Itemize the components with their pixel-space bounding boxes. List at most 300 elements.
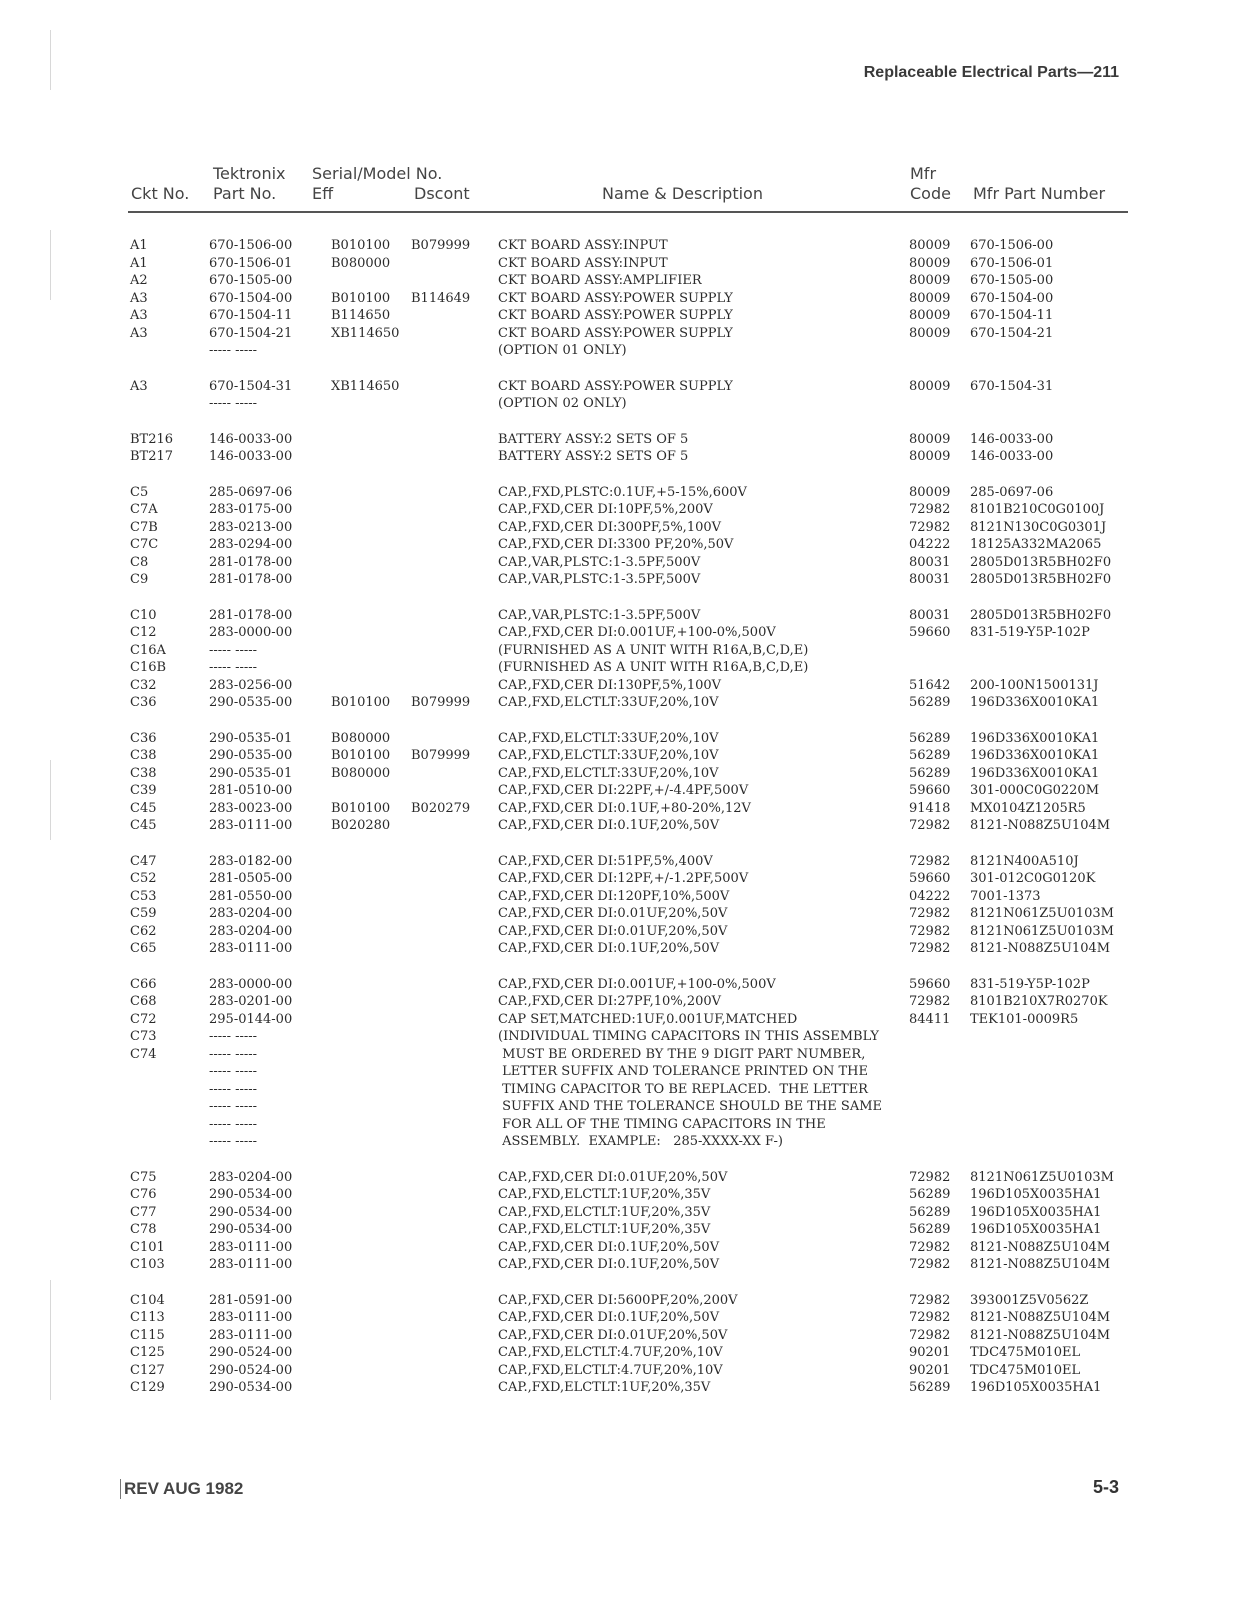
ckt-no: C65 [130,941,157,956]
ckt-no: C59 [130,906,157,921]
description: CAP.,FXD,CER DI:0.1UF,20%,50V [498,1257,720,1272]
part-no: ----- ----- [209,642,258,658]
table-row [0,1363,1237,1381]
part-no: 283-0294-00 [209,537,293,552]
ckt-no: C68 [130,994,157,1009]
part-no: 670-1505-00 [209,273,293,288]
description: CAP.,FXD,ELCTLT:33UF,20%,10V [498,765,719,781]
description: CAP.,FXD,ELCTLT:33UF,20%,10V [498,730,719,746]
mfr-part-number: 200-100N1500131J [970,677,1099,693]
ckt-no: C12 [130,625,157,640]
mfr-part-number: 670-1506-01 [970,255,1054,271]
table-row [0,643,1237,661]
description: CAP.,FXD,ELCTLT:1UF,20%,35V [498,1204,711,1220]
ckt-no: BT216 [130,431,174,447]
description: CKT BOARD ASSY:POWER SUPPLY [498,378,733,394]
column-head-part-no: Part No. [213,184,277,203]
table-row [0,977,1237,995]
mfr-code: 56289 [909,748,951,763]
part-no: 283-0111-00 [209,1310,293,1325]
parts-group [0,432,1237,467]
column-head-serial-model: Serial/Model No. [312,164,443,183]
mfr-code: 80031 [909,607,951,623]
description: CKT BOARD ASSY:POWER SUPPLY [498,325,733,341]
description: CAP.,VAR,PLSTC:1-3.5PF,500V [498,554,701,570]
description: CAP.,FXD,CER DI:0.001UF,+100-0%,500V [498,976,776,992]
description: CKT BOARD ASSY:INPUT [498,238,668,253]
column-head-ckt-no: Ckt No. [131,184,190,203]
parts-list [0,238,1237,1416]
mfr-code: 90201 [909,1362,951,1378]
serial-eff: XB114650 [331,378,400,394]
description: CKT BOARD ASSY:AMPLIFIER [498,273,702,288]
description: CAP.,VAR,PLSTC:1-3.5PF,500V [498,607,701,623]
mfr-code: 80009 [909,238,951,253]
table-row [0,678,1237,696]
header-divider [128,211,1128,213]
part-no: 290-0535-00 [209,695,293,710]
serial-dscont: B079999 [411,748,471,763]
mfr-code: 04222 [909,888,951,904]
table-row [0,238,1237,256]
mfr-code: 80031 [909,554,951,570]
ckt-no: C38 [130,765,157,781]
part-no: 281-0550-00 [209,888,293,904]
description: CAP.,FXD,CER DI:51PF,5%,400V [498,853,713,869]
table-row [0,1222,1237,1240]
table-row [0,1328,1237,1346]
ckt-no: C101 [130,1239,165,1255]
mfr-code: 80009 [909,290,951,306]
part-no: 290-0534-00 [209,1380,293,1395]
ckt-no: C62 [130,923,157,939]
mfr-part-number: 8121-N088Z5U104M [970,1257,1111,1272]
mfr-part-number: 8121N061Z5U0103M [970,923,1114,939]
mfr-code: 59660 [909,871,951,886]
table-row [0,1064,1237,1082]
mfr-part-number: 196D105X0035HA1 [970,1187,1102,1202]
table-row [0,766,1237,784]
mfr-part-number: 196D336X0010KA1 [970,695,1100,710]
description: CAP.,FXD,CER DI:0.1UF,20%,50V [498,818,720,833]
page-header-title: Replaceable Electrical Parts—211 [863,64,1119,81]
table-row [0,1380,1237,1398]
ckt-no: C7B [130,519,158,535]
part-no: 290-0535-00 [209,748,293,763]
part-no: ----- ----- [209,1046,258,1062]
ckt-no: C115 [130,1327,165,1343]
part-no: 290-0524-00 [209,1362,293,1378]
mfr-code: 72982 [909,994,951,1009]
table-row [0,520,1237,538]
mfr-code: 72982 [909,923,951,939]
part-no: 146-0033-00 [209,449,293,464]
part-no: ----- ----- [209,1116,258,1132]
mfr-part-number: 196D336X0010KA1 [970,748,1100,763]
description: SUFFIX AND THE TOLERANCE SHOULD BE THE SAME [498,1099,883,1114]
ckt-no: C16B [130,660,167,675]
ckt-no: A3 [130,290,148,306]
mfr-part-number: 146-0033-00 [970,431,1054,447]
table-row [0,889,1237,907]
serial-eff: B080000 [331,255,391,271]
serial-eff: B020280 [331,818,391,833]
mfr-part-number: 8101B210X7R0270K [970,994,1108,1009]
serial-eff: B010100 [331,290,391,306]
ckt-no: A2 [130,273,148,288]
mfr-code: 80009 [909,308,951,323]
parts-group [0,1170,1237,1275]
parts-group [0,238,1237,361]
part-no: 290-0535-01 [209,730,293,746]
table-row [0,625,1237,643]
mfr-part-number: 670-1505-00 [970,273,1054,288]
mfr-code: 90201 [909,1345,951,1360]
table-row [0,396,1237,414]
part-no: ----- ----- [209,1099,258,1114]
ckt-no: C10 [130,607,157,623]
part-no: 670-1506-01 [209,255,293,271]
ckt-no: C76 [130,1187,157,1202]
mfr-code: 59660 [909,783,951,798]
part-no: 281-0178-00 [209,554,293,570]
description: CAP.,VAR,PLSTC:1-3.5PF,500V [498,572,701,587]
serial-eff: B114650 [331,308,391,323]
mfr-code: 72982 [909,941,951,956]
mfr-code: 56289 [909,1187,951,1202]
mfr-code: 56289 [909,765,951,781]
ckt-no: C104 [130,1292,165,1308]
ckt-no: A1 [130,255,148,271]
mfr-part-number: 8101B210C0G0100J [970,502,1105,517]
mfr-code: 72982 [909,519,951,535]
part-no: 283-0111-00 [209,1239,293,1255]
mfr-code: 80009 [909,273,951,288]
mfr-part-number: 301-012C0G0120K [970,871,1096,886]
mfr-part-number: 8121N130C0G0301J [970,519,1107,535]
mfr-part-number: 7001-1373 [970,888,1041,904]
table-row [0,608,1237,626]
part-no: 146-0033-00 [209,431,293,447]
mfr-code: 72982 [909,1327,951,1343]
binder-edge-line [50,30,51,90]
part-no: 281-0178-00 [209,607,293,623]
table-row [0,432,1237,450]
description: CAP.,FXD,CER DI:0.01UF,20%,50V [498,1169,728,1185]
part-no: ----- ----- [209,396,258,411]
mfr-code: 59660 [909,625,951,640]
description: CAP.,FXD,CER DI:0.1UF,20%,50V [498,941,720,956]
ckt-no: C36 [130,730,157,746]
part-no: 290-0534-00 [209,1204,293,1220]
table-row [0,273,1237,291]
table-row [0,871,1237,889]
part-no: ----- ----- [209,1081,258,1097]
table-row [0,555,1237,573]
part-no: 283-0204-00 [209,906,293,921]
part-no: 290-0534-00 [209,1187,293,1202]
mfr-part-number: 196D336X0010KA1 [970,730,1100,746]
table-row [0,1099,1237,1117]
description: CAP.,FXD,CER DI:5600PF,20%,200V [498,1292,738,1308]
mfr-code: 56289 [909,1204,951,1220]
table-row [0,343,1237,361]
table-row [0,502,1237,520]
description: CAP.,FXD,CER DI:0.01UF,20%,50V [498,1327,728,1343]
mfr-code: 80031 [909,572,951,587]
description: ASSEMBLY. EXAMPLE: 285-XXXX-XX F-) [498,1134,783,1149]
ckt-no: C78 [130,1222,157,1237]
part-no: ----- ----- [209,660,258,675]
mfr-code: 80009 [909,484,951,500]
mfr-code: 84411 [909,1011,951,1027]
description: CAP.,FXD,CER DI:10PF,5%,200V [498,502,713,517]
description: (FURNISHED AS A UNIT WITH R16A,B,C,D,E) [498,660,809,675]
mfr-part-number: 8121-N088Z5U104M [970,1239,1111,1255]
table-row [0,308,1237,326]
table-row [0,695,1237,713]
part-no: ----- ----- [209,1029,258,1044]
serial-eff: B010100 [331,695,391,710]
mfr-code: 59660 [909,976,951,992]
part-no: ----- ----- [209,1134,258,1149]
table-row [0,256,1237,274]
table-row [0,537,1237,555]
mfr-code: 80009 [909,325,951,341]
ckt-no: C127 [130,1362,165,1378]
ckt-no: A3 [130,378,148,394]
description: CAP.,FXD,CER DI:0.1UF,+80-20%,12V [498,800,751,816]
mfr-code: 72982 [909,1169,951,1185]
mfr-part-number: 8121-N088Z5U104M [970,1327,1111,1343]
description: TIMING CAPACITOR TO BE REPLACED. THE LETTER [498,1081,868,1097]
mfr-code: 72982 [909,1239,951,1255]
mfr-code: 72982 [909,1292,951,1308]
description: CAP.,FXD,PLSTC:0.1UF,+5-15%,600V [498,484,747,500]
ckt-no: C36 [130,695,157,710]
description: CAP.,FXD,CER DI:0.01UF,20%,50V [498,923,728,939]
mfr-part-number: 196D336X0010KA1 [970,765,1100,781]
mfr-code: 72982 [909,1257,951,1272]
mfr-part-number: 196D105X0035HA1 [970,1222,1102,1237]
mfr-code: 80009 [909,449,951,464]
table-row [0,485,1237,503]
mfr-part-number: 831-519-Y5P-102P [970,976,1090,992]
part-no: 283-0204-00 [209,923,293,939]
ckt-no: C39 [130,783,157,798]
description: CAP.,FXD,CER DI:22PF,+/-4.4PF,500V [498,783,749,798]
mfr-part-number: 670-1504-00 [970,290,1054,306]
mfr-code: 51642 [909,677,951,693]
parts-group [0,854,1237,959]
part-no: 285-0697-06 [209,484,293,500]
part-no: 283-0111-00 [209,818,293,833]
description: BATTERY ASSY:2 SETS OF 5 [498,449,689,464]
table-row [0,660,1237,678]
description: CAP.,FXD,ELCTLT:1UF,20%,35V [498,1187,711,1202]
part-no: 283-0201-00 [209,994,293,1009]
table-row [0,1134,1237,1152]
mfr-code: 56289 [909,1222,951,1237]
serial-dscont: B079999 [411,238,471,253]
ckt-no: C7C [130,537,159,552]
parts-group [0,485,1237,590]
mfr-part-number: 196D105X0035HA1 [970,1380,1102,1395]
mfr-code: 72982 [909,906,951,921]
description: (FURNISHED AS A UNIT WITH R16A,B,C,D,E) [498,642,809,658]
mfr-part-number: 670-1506-00 [970,238,1054,253]
ckt-no: C103 [130,1257,165,1272]
part-no: 670-1504-21 [209,325,293,341]
table-row [0,572,1237,590]
description: CKT BOARD ASSY:POWER SUPPLY [498,308,733,323]
table-row [0,854,1237,872]
part-no: ----- ----- [209,343,258,358]
column-head-dscont: Dscont [414,184,470,203]
table-row [0,1012,1237,1030]
description: CAP.,FXD,CER DI:130PF,5%,100V [498,677,722,693]
part-no: 281-0591-00 [209,1292,293,1308]
part-no: 281-0178-00 [209,572,293,587]
table-row [0,1310,1237,1328]
description: CAP.,FXD,CER DI:0.1UF,20%,50V [498,1310,720,1325]
part-no: 283-0256-00 [209,677,293,693]
description: CAP.,FXD,CER DI:27PF,10%,200V [498,994,722,1009]
table-row [0,379,1237,397]
table-row [0,783,1237,801]
ckt-no: C5 [130,484,149,500]
mfr-code: 80009 [909,255,951,271]
parts-group [0,977,1237,1152]
ckt-no: C9 [130,572,149,587]
description: CAP.,FXD,CER DI:3300 PF,20%,50V [498,537,734,552]
part-no: ----- ----- [209,1064,258,1079]
table-row [0,1293,1237,1311]
serial-eff: B080000 [331,765,391,781]
serial-eff: B080000 [331,730,391,746]
ckt-no: A3 [130,308,148,323]
serial-eff: XB114650 [331,325,400,341]
table-row [0,1257,1237,1275]
table-row [0,1187,1237,1205]
ckt-no: A3 [130,325,148,341]
table-row [0,449,1237,467]
revision-date: REV AUG 1982 [120,1479,243,1499]
mfr-part-number: TDC475M010EL [970,1362,1081,1378]
description: CAP.,FXD,CER DI:0.01UF,20%,50V [498,906,728,921]
parts-group [0,379,1237,414]
part-no: 670-1504-11 [209,308,293,323]
part-no: 283-0023-00 [209,800,293,816]
table-row [0,1117,1237,1135]
mfr-part-number: 301-000C0G0220M [970,783,1100,798]
table-row [0,1205,1237,1223]
ckt-no: C45 [130,800,157,816]
serial-dscont: B114649 [411,290,471,306]
parts-group [0,731,1237,836]
ckt-no: C32 [130,677,157,693]
ckt-no: C16A [130,642,166,658]
description: (OPTION 01 ONLY) [498,343,627,358]
serial-dscont: B020279 [411,800,471,816]
description: CAP.,FXD,ELCTLT:4.7UF,20%,10V [498,1362,723,1378]
column-head-name-description: Name & Description [602,184,763,203]
mfr-code: 04222 [909,537,951,552]
mfr-code: 72982 [909,502,951,517]
ckt-no: C129 [130,1380,165,1395]
mfr-part-number: 670-1504-21 [970,325,1054,341]
part-no: 283-0000-00 [209,625,293,640]
part-no: 283-0111-00 [209,1327,293,1343]
description: CAP.,FXD,ELCTLT:4.7UF,20%,10V [498,1345,723,1360]
table-row [0,326,1237,344]
mfr-part-number: 8121N061Z5U0103M [970,1169,1114,1185]
mfr-part-number: 2805D013R5BH02F0 [970,554,1112,570]
mfr-code: 80009 [909,431,951,447]
ckt-no: C45 [130,818,157,833]
description: CAP.,FXD,CER DI:0.001UF,+100-0%,500V [498,625,776,640]
description: MUST BE ORDERED BY THE 9 DIGIT PART NUMBER, [498,1046,866,1062]
ckt-no: A1 [130,238,148,253]
part-no: 283-0175-00 [209,502,293,517]
ckt-no: C113 [130,1310,165,1325]
description: BATTERY ASSY:2 SETS OF 5 [498,431,689,447]
mfr-part-number: 2805D013R5BH02F0 [970,572,1112,587]
parts-group [0,608,1237,713]
ckt-no: C72 [130,1011,157,1027]
table-row [0,818,1237,836]
table-row [0,1345,1237,1363]
mfr-part-number: TEK101-0009R5 [970,1011,1079,1027]
description: CAP.,FXD,ELCTLT:33UF,20%,10V [498,748,719,763]
part-no: 670-1506-00 [209,238,293,253]
mfr-code: 56289 [909,695,951,710]
part-no: 290-0534-00 [209,1222,293,1237]
mfr-code: 72982 [909,818,951,833]
part-no: 283-0111-00 [209,1257,293,1272]
ckt-no: C66 [130,976,157,992]
mfr-part-number: 2805D013R5BH02F0 [970,607,1112,623]
serial-dscont: B079999 [411,695,471,710]
part-no: 283-0182-00 [209,853,293,869]
mfr-part-number: 8121N061Z5U0103M [970,906,1114,921]
table-row [0,924,1237,942]
table-row [0,941,1237,959]
part-no: 290-0524-00 [209,1345,293,1360]
part-no: 295-0144-00 [209,1011,293,1027]
ckt-no: C125 [130,1345,165,1360]
description: CAP SET,MATCHED:1UF,0.001UF,MATCHED [498,1011,798,1027]
description: CAP.,FXD,ELCTLT:1UF,20%,35V [498,1222,711,1237]
part-no: 283-0111-00 [209,941,293,956]
serial-eff: B010100 [331,238,391,253]
mfr-part-number: 8121-N088Z5U104M [970,1310,1111,1325]
table-row [0,1082,1237,1100]
table-row [0,1240,1237,1258]
mfr-part-number: 670-1504-11 [970,308,1054,323]
mfr-part-number: 146-0033-00 [970,449,1054,464]
table-row [0,731,1237,749]
table-row [0,291,1237,309]
description: CKT BOARD ASSY:POWER SUPPLY [498,290,733,306]
mfr-code: 91418 [909,800,951,816]
description: CKT BOARD ASSY:INPUT [498,255,668,271]
description: FOR ALL OF THE TIMING CAPACITORS IN THE [498,1116,826,1132]
mfr-part-number: 670-1504-31 [970,378,1054,394]
mfr-code: 72982 [909,853,951,869]
part-no: 670-1504-31 [209,378,293,394]
ckt-no: C38 [130,748,157,763]
